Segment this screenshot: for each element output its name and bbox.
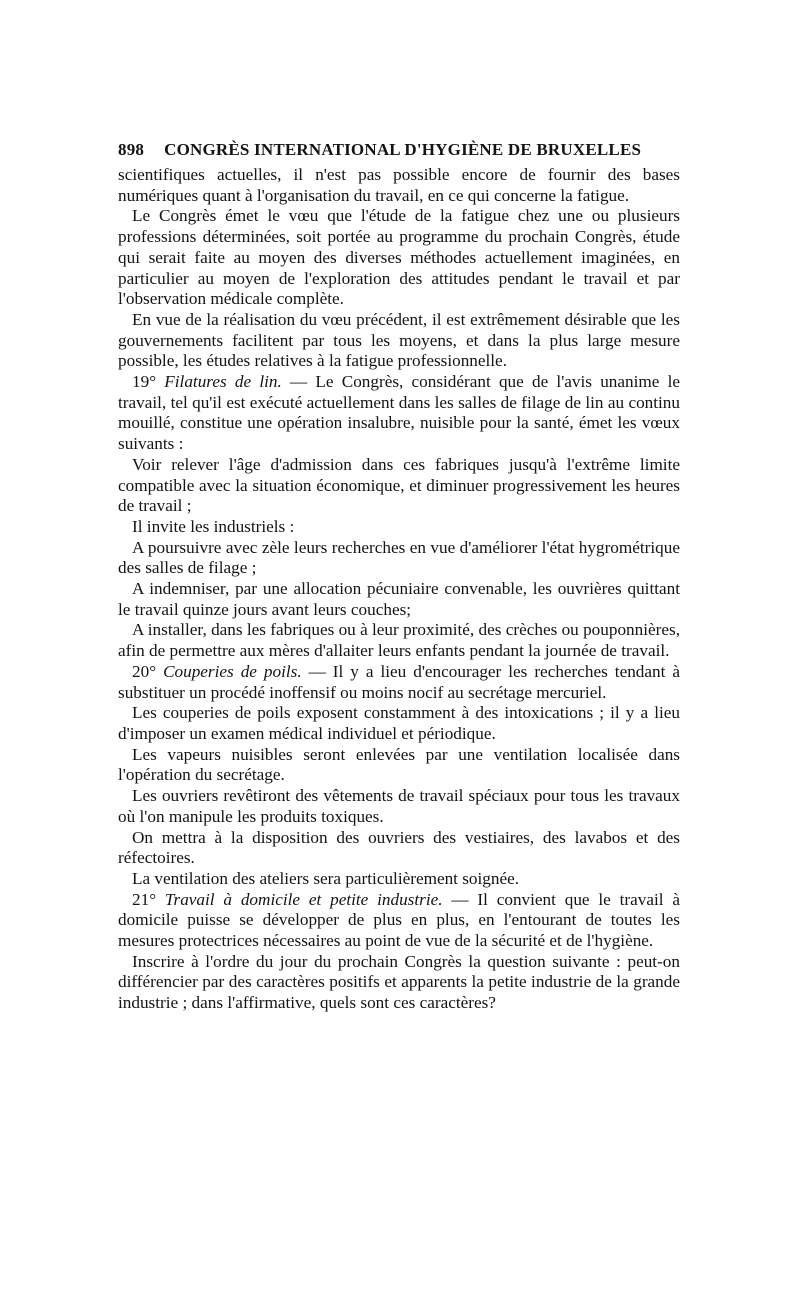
paragraph: Voir relever l'âge d'admission dans ces fabriques jusqu'à l'extrême limite compatible avec la situation économique, et diminuer progressivement les heures de travail ; <box>118 454 680 516</box>
section-number: 20° <box>132 661 157 681</box>
paragraph: La ventilation des ateliers sera particulièrement soignée. <box>132 868 520 888</box>
page-number: 898 <box>118 140 145 159</box>
paragraph: On mettra à la disposition des ouvriers des vestiaires, des lavabos et des réfectoires. <box>118 827 680 868</box>
section-number: 19° <box>132 372 157 392</box>
section-title: Couperies de poils. <box>163 661 302 681</box>
paragraph: A indemniser, par une allocation pécuniaire convenable, les ouvrières quittant le travail quinze jours avant leurs couches; <box>118 579 680 619</box>
paragraph: A poursuivre avec zèle leurs recherches en vue d'améliorer l'état hygrométrique des salles de filage ; <box>118 537 680 578</box>
section-number: 21° <box>132 889 157 909</box>
paragraph: Inscrire à l'ordre du jour du prochain Congrès la question suivante : peut-on différencier par des caractères positifs et apparents la petite industrie de la grande industrie ; dans l'affirmative, quels sont ces caractères? <box>118 951 680 1013</box>
paragraph: Les ouvriers revêtiront des vêtements de travail spéciaux pour tous les travaux où l'on manipule les produits toxiques. <box>118 786 680 826</box>
section-19 <box>118 372 680 455</box>
paragraph: En vue de la réalisation du vœu précédent, il est extrêmement désirable que les gouvernements facilitent par tous les moyens, et dans la plus large mesure possible, les études relatives à la fatigue professionnelle. <box>118 309 680 371</box>
paragraph: Les vapeurs nuisibles seront enlevées par une ventilation localisée dans l'opération du secrétage. <box>118 744 680 785</box>
paragraph: Le Congrès émet le vœu que l'étude de la fatigue chez une ou plusieurs professions déterminées, soit portée au programme du prochain Congrès, étude qui serait faite au moyen des diverses méthodes actuellement imaginées, en particulier au moyen de l'exploration des attitudes pendant le travail et par l'observation médicale complète. <box>118 206 680 309</box>
page-body <box>118 165 680 1014</box>
paragraph: Il invite les industriels : <box>132 516 295 536</box>
paragraph: A installer, dans les fabriques ou à leur proximité, des crèches ou pouponnières, afin de permettre aux mères d'allaiter leurs enfants pendant la journée de travail. <box>118 620 680 661</box>
running-header <box>118 140 680 160</box>
section-21 <box>118 890 680 952</box>
section-title: Travail à domicile et petite industrie. <box>164 889 443 909</box>
section-lead: — Le Congrès, considérant que de l'avis unanime le travail, tel qu'il est exécuté actuellement dans les salles de filage de lin au continu mouillé, constitue une opération insalubre, nuisible pour la santé, émet les vœux suivants : <box>118 372 681 454</box>
section-lead: — Il convient que le travail à domicile puisse se développer de plus en plus, en l'entourant de toutes les mesures protectrices nécessaires au point de vue de la sécurité et de l'hygiène. <box>118 889 681 951</box>
section-lead: — Il y a lieu d'encourager les recherches tendant à substituer un procédé inoffensif ou moins nocif au secrétage mercuriel. <box>118 661 680 702</box>
section-title: Filatures de lin. <box>164 372 282 392</box>
section-20 <box>118 662 680 703</box>
running-title: CONGRÈS INTERNATIONAL D'HYGIÈNE DE BRUXELLES <box>164 140 642 159</box>
paragraph: Les couperies de poils exposent constamment à des intoxications ; il y a lieu d'imposer un examen médical individuel et périodique. <box>118 703 680 743</box>
paragraph: scientifiques actuelles, il n'est pas possible encore de fournir des bases numériques quant à l'organisation du travail, en ce qui concerne la fatigue. <box>118 165 680 205</box>
